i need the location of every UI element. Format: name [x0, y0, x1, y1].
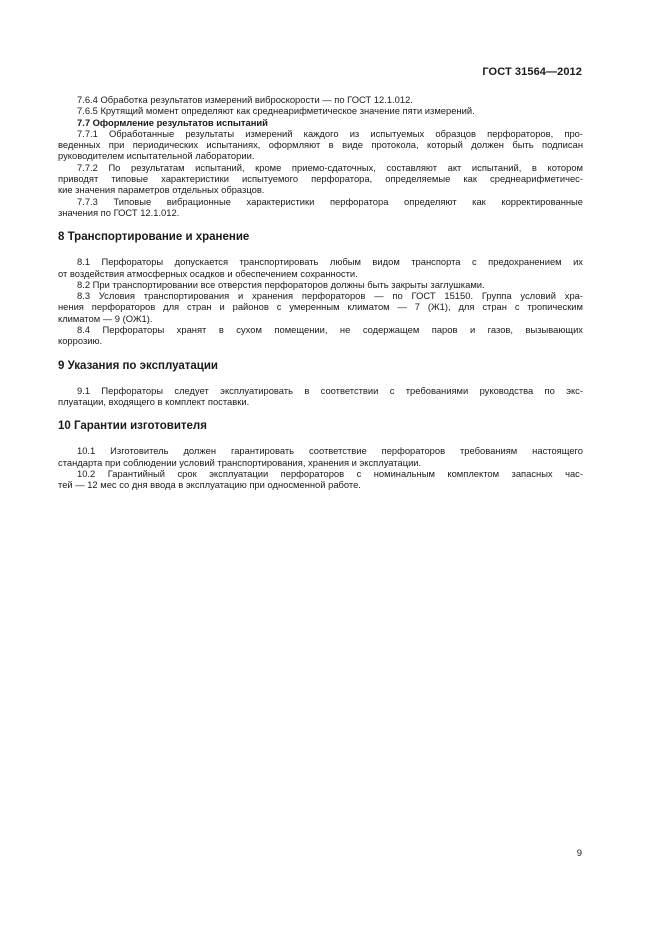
- paragraph: [58, 467, 583, 491]
- text-line: 10.1 Изготовитель должен гарантировать соответствие перфораторов требованиям настоящего: [77, 445, 583, 457]
- paragraph: [58, 384, 583, 408]
- text-line: 9.1 Перфораторы следует эксплуатировать в соответствии с требованиями руководства по экс-: [77, 384, 583, 396]
- text-line: кие значения параметров отдельных образцов.: [58, 184, 265, 196]
- text-line: стандарта при соблюдении условий транспортирования, хранения и эксплуатации.: [58, 456, 422, 468]
- paragraph: [58, 195, 583, 219]
- paragraph: [58, 161, 583, 196]
- paragraph: [77, 105, 583, 116]
- text-line: приводят типовые характеристики испытуемого перфоратора, определяемые как среднеарифметичес-: [58, 173, 583, 185]
- text-line: 8.2 При транспортировании все отверстия перфораторов должны быть закрыты заглушками.: [77, 278, 485, 290]
- page-number: 9: [576, 848, 582, 859]
- text-line: 8.3 Условия транспортирования и хранения перфораторов — по ГОСТ 15150. Группа условий хра-: [77, 290, 583, 302]
- text-line: 10.2 Гарантийный срок эксплуатации перфораторов с номинальным комплектом запасных час-: [77, 467, 583, 479]
- paragraph: [77, 94, 583, 105]
- document-body: [58, 94, 583, 491]
- text-line: климатом — 9 (ОЖ1).: [58, 312, 153, 324]
- text-line: плуатации, входящего в комплект поставки.: [58, 395, 250, 407]
- text-line: тей — 12 мес со дня ввода в эксплуатацию при односменной работе.: [58, 479, 361, 491]
- text-line: 7.7.3 Типовые вибрационные характеристики перфоратора определяют как корректированные: [77, 195, 583, 207]
- section-heading: 9 Указания по эксплуатации: [58, 359, 218, 372]
- text-line: 7.7 Оформление результатов испытаний: [77, 116, 268, 128]
- paragraph: [58, 256, 583, 279]
- paragraph: [58, 127, 583, 162]
- paragraph: [77, 279, 583, 290]
- paragraph: [58, 445, 583, 468]
- paragraph: [58, 324, 583, 347]
- text-line: руководителем испытательной лаборатории.: [58, 150, 255, 162]
- document-code: ГОСТ 31564—2012: [482, 66, 582, 78]
- paragraph: [58, 290, 583, 324]
- text-line: 8.4 Перфораторы хранят в сухом помещении, не содержащем паров и газов, вызывающих: [77, 324, 583, 336]
- text-line: 7.7.2 По результатам испытаний, кроме приемо-сдаточных, составляют акт испытаний, в котором: [77, 161, 583, 173]
- text-line: 8.1 Перфораторы допускается транспортировать любым видом транспорта с предохранением их: [77, 256, 583, 268]
- text-line: 7.7.1 Обработанные результаты измерений каждого из испытуемых образцов перфораторов, про-: [77, 127, 583, 139]
- text-line: значения по ГОСТ 12.1.012.: [58, 206, 180, 218]
- section-heading: 8 Транспортирование и хранение: [58, 231, 250, 244]
- section-heading: 10 Гарантии изготовителя: [58, 420, 207, 433]
- text-line: 7.6.5 Крутящий момент определяют как среднеарифметическое значение пяти измерений.: [77, 105, 475, 117]
- text-line: веденных при периодических испытаниях, оформляют в виде протокола, который должен быть подписан: [58, 139, 583, 151]
- text-line: нения перфораторов для стран и районов с умеренным климатом — 7 (Ж1), для стран с тропическим: [58, 301, 583, 313]
- text-line: от воздействия атмосферных осадков и обеспечением сохранности.: [58, 267, 358, 279]
- subsection-title: [77, 117, 583, 128]
- text-line: коррозию.: [58, 335, 103, 347]
- text-line: 7.6.4 Обработка результатов измерений виброскорости — по ГОСТ 12.1.012.: [77, 94, 413, 105]
